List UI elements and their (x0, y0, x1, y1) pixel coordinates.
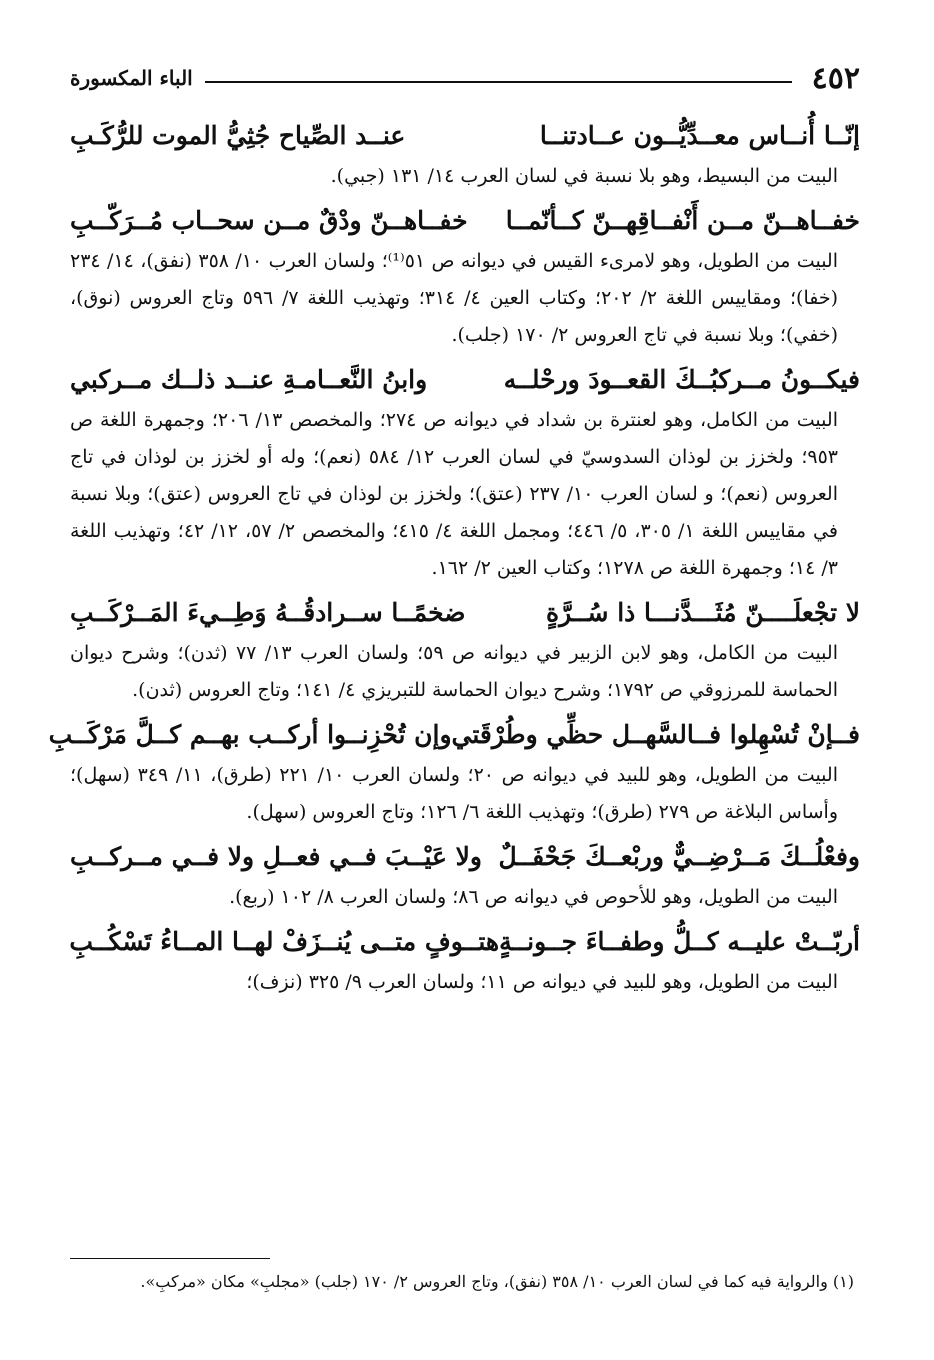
verse-first-hemistich: فيكــونُ مــركبُــكَ القعــودَ ورحْلــه (503, 365, 860, 394)
source-citation: البيت من الطويل، وهو للبيد في ديوانه ص ١١؛ ولسان العرب ٩/ ٣٢٥ (نزف)؛ (246, 971, 838, 993)
verse-second-hemistich: وابنُ النَّعــامـةِ عنــد ذلــك مــركبي (70, 365, 428, 394)
source-citation: البيت من الكامل، وهو لعنترة بن شداد في ديوانه ص ٢٧٤؛ والمخصص ١٣/ ٢٠٦؛ وجمهرة اللغة ص ٩٥٣؛ ولخزز بن لوذان السدوسيّ في لسان العرب ١٢/ ٥٨٤ (نعم)؛ وله أو لخزز بن لوذان في تاج العروس (نعم)؛ و لسان العرب ١٠/ ٢٣٧ (عتق)؛ ولخزز بن لوذان في تاج العروس (عتق)؛ وبلا نسبة في مقاييس اللغة ١/ ٣٠٥، ٥/ ٤٤٦؛ ومجمل اللغة ٤/ ٤١٥؛ والمخصص ٢/ ٥٧، ١٢/ ٤٢؛ وتهذيب اللغة ٣/ ١٤؛ وجمهرة اللغة ص ١٢٧٨؛ وكتاب العين ٢/ ١٦٢. (70, 409, 838, 579)
entry (70, 114, 860, 195)
verse-second-hemistich: هتــوفٍ متــى يُنــزَفْ لهــا المــاءُ تَسْكُــبِ (69, 927, 500, 956)
verse-second-hemistich: ضخمًــا ســرادقُــهُ وَطِــيءَ المَــرْكَــبِ (70, 598, 466, 627)
source-citation: البيت من الطويل، وهو للأحوص في ديوانه ص ٨٦؛ ولسان العرب ٨/ ١٠٢ (ربع). (229, 886, 838, 908)
source-citation: البيت من البسيط، وهو بلا نسبة في لسان العرب ١٤/ ١٣١ (جبي). (330, 165, 838, 187)
verse-line (70, 835, 860, 879)
entries (48, 110, 860, 1001)
source-citation: البيت من الطويل، وهو لامرىء القيس في ديوانه ص ٥١⁽¹⁾؛ ولسان العرب ١٠/ ٣٥٨ (نفق)، ١٤/ ٢٣٤ (خفا)؛ ومقاييس اللغة ٢/ ٢٠٢؛ وكتاب العين ٤/ ٣١٤؛ وتهذيب اللغة ٧/ ٥٩٦ وتاج العروس (نوق)، (خفي)؛ وبلا نسبة في تاج العروس ٢/ ١٧٠ (جلب). (70, 250, 838, 346)
verse-line (70, 199, 860, 243)
verse-first-hemistich: لا تجْعلَــــنّ مُثَـــدَّنـــا ذا سُــرَّةٍ (546, 598, 860, 627)
book-page (48, 40, 860, 1340)
verse-line (70, 591, 860, 635)
entry (70, 199, 860, 354)
running-title: الباء المكسورة (70, 66, 193, 90)
verse-second-hemistich: عنــد الصِّياح جُثِيُّ الموت للرُّكَـبِ (70, 121, 406, 150)
verse-second-hemistich: خفــاهــنّ ودْقٌ مــن سحــاب مُــرَكّــبِ (70, 206, 468, 235)
verse-line (70, 358, 860, 402)
verse-second-hemistich: ولا عَيْــبَ فــي فعــلِ ولا فــي مــركــبِ (70, 842, 482, 871)
verse-first-hemistich: خفــاهــنّ مــن أَنْفــاقِهــنّ كــأنّمــا (505, 206, 860, 235)
entry (70, 835, 860, 916)
verse-first-hemistich: إنّــا أُنــاس معــدِّيُّــون عــادتنــا (539, 121, 860, 150)
entry (70, 920, 860, 1001)
header-rule (205, 81, 792, 83)
verse-first-hemistich: وفعْلُــكَ مَــرْضِــيٌّ وربْعــكَ جَحْفَــلٌ (498, 842, 860, 871)
source-citation: البيت من الطويل، وهو للبيد في ديوانه ص ٢٠؛ ولسان العرب ١٠/ ٢٢١ (طرق)، ١١/ ٣٤٩ (سهل)؛ وأساس البلاغة ص ٢٧٩ (طرق)؛ وتهذيب اللغة ٦/ ١٢٦؛ وتاج العروس (سهل). (70, 764, 838, 823)
verse-line (48, 713, 860, 757)
entry (70, 358, 860, 587)
verse-line (70, 114, 860, 158)
entry (48, 713, 860, 831)
verse-second-hemistich: وإن تُحْزِنــوا أركــب بهــم كــلَّ مَرْكَــبِ (48, 720, 452, 749)
verse-line (70, 920, 860, 964)
footnote-separator (70, 1258, 270, 1259)
page-header (70, 58, 860, 98)
verse-first-hemistich: فــإنْ تُسْهِلوا فــالسَّهــل حظِّي وطُرْقَتي (451, 720, 860, 749)
source-citation: البيت من الكامل، وهو لابن الزبير في ديوانه ص ٥٩؛ ولسان العرب ١٣/ ٧٧ (ثدن)؛ وشرح ديوان الحماسة للمرزوقي ص ١٧٩٢؛ وشرح ديوان الحماسة للتبريزي ٤/ ١٤١؛ وتاج العروس (ثدن). (70, 642, 838, 701)
verse-first-hemistich: أربّــتْ عليــه كــلُّ وطفــاءَ جــونــةٍ (499, 927, 860, 956)
page-number: ٤٥٢ (811, 60, 860, 96)
entry (70, 591, 860, 709)
footnote: (١) والرواية فيه كما في لسان العرب ١٠/ ٣٥٨ (نفق)، وتاج العروس ٢/ ١٧٠ (جلب) «مجلبِ» مكان «مركبِ». (140, 1272, 854, 1291)
